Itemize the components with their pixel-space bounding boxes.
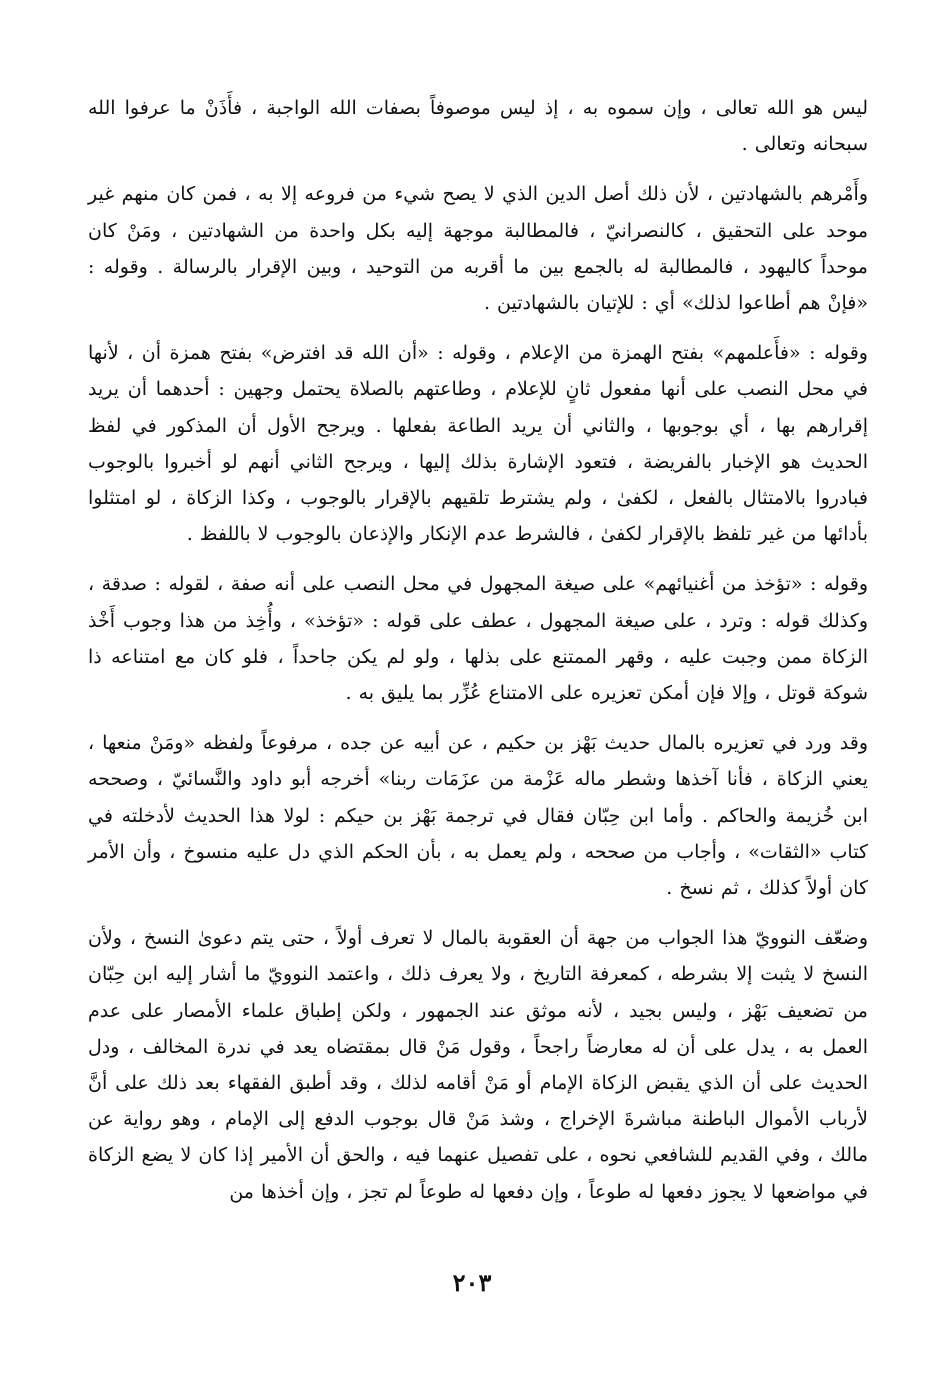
paragraph-5: وقد ورد في تعزيره بالمال حديث بَهْز بن حكيم ، عن أبيه عن جده ، مرفوعاً ولفظه «ومَنْ منعها ، يعني الزكاة ، فأنا آخذها وشطر ماله عَزْمة من عزَمَات ربنا» أخرجه أبو داود والنَّسائيّ ، وصححه ابن خُزيمة والحاكم . وأما ابن حِبّان فقال في ترجمة بَهْز بن حيكم : لولا هذا الحديث لأدخلته في كتاب «الثقات» ، وأجاب من صححه ، ولم يعمل به ، بأن الحكم الذي دل عليه منسوخ ، وأن الأمر كان أولاً كذلك ، ثم نسخ .	[88, 732, 868, 900]
paragraph-1: ليس هو الله تعالى ، وإن سموه به ، إذ ليس موصوفاً بصفات الله الواجبة ، فأَذَنْ ما عرفوا الله سبحانه وتعالى .	[88, 97, 868, 156]
paragraph-3: وقوله : «فأَعلمهم» بفتح الهمزة من الإعلام ، وقوله : «أن الله قد افترض» بفتح همزة أن ، لأنها في محل النصب على أنها مفعول ثانٍ للإعلام ، وطاعتهم بالصلاة يحتمل وجهين : أحدهما أن يريد إقرارهم بها ، أي بوجوبها ، والثاني أن يريد الطاعة بفعلها . ويرجح الأول أن المذكور في لفظ الحديث هو الإخبار بالفريضة ، فتعود الإشارة بذلك إليها ، ويرجح الثاني أنهم لو أخبروا بالوجوب فبادروا بالامتثال بالفعل ، لكفىٰ ، ولم يشترط تلقيهم بالإقرار بالوجوب ، وكذا الزكاة ، لو امتثلوا بأدائها من غير تلفظ بالإقرار لكفىٰ ، فالشرط عدم الإنكار والإذعان بالوجوب لا باللفظ .	[88, 342, 868, 546]
paragraph-4: وقوله : «تؤخذ من أغنيائهم» على صيغة المجهول في محل النصب على أنه صفة ، لقوله : صدقة ، وكذلك قوله : وترد ، على صيغة المجهول ، عطف على قوله : «تؤخذ» ، وأُخِذ من هذا وجوب أَخْذ الزكاة ممن وجبت عليه ، وقهر الممتنع على بذلها ، ولو لم يكن جاحداً ، فلو كان مع امتناعه ذا شوكة قوتل ، وإلا فإن أمكن تعزيره على الامتناع عُزِّر بما يليق به .	[88, 573, 868, 705]
page-number: ٢٠٣	[452, 1268, 492, 1297]
page-body	[88, 90, 868, 1224]
paragraph-2: وأَمْرهم بالشهادتين ، لأن ذلك أصل الدين الذي لا يصح شيء من فروعه إلا به ، فمن كان منهم غير موحد على التحقيق ، كالنصرانيّ ، فالمطالبة موجهة إليه بكل واحدة من الشهادتين ، ومَنْ كان موحداً كاليهود ، فالمطالبة له بالجمع بين ما أقربه من التوحيد ، وبين الإقرار بالرسالة . وقوله : «فإنْ هم أطاعوا لذلك» أي : للإتيان بالشهادتين .	[88, 183, 868, 315]
paragraph-6: وضعّف النوويّ هذا الجواب من جهة أن العقوبة بالمال لا تعرف أولاً ، حتى يتم دعوىٰ النسخ ، ولأن النسخ لا يثبت إلا بشرطه ، كمعرفة التاريخ ، ولا يعرف ذلك ، واعتمد النوويّ ما أشار إليه ابن حِبّان من تضعيف بَهْز ، وليس بجيد ، لأنه موثق عند الجمهور ، ولكن إطباق علماء الأمصار على عدم العمل به ، يدل على أن له معارضاً راجحاً ، وقول مَنْ قال بمقتضاه يعد في ندرة المخالف ، ودل الحديث على أن الذي يقبض الزكاة الإمام أو مَنْ أقامه لذلك ، وقد أطبق الفقهاء بعد ذلك على أنَّ لأرباب الأموال الباطنة مباشرةَ الإخراج ، وشذ مَنْ قال بوجوب الدفع إلى الإمام ، وهو رواية عن مالك ، وفي القديم للشافعي نحوه ، على تفصيل عنهما فيه ، والحق أن الأمير إذا كان لا يضع الزكاة في مواضعها لا يجوز دفعها له طوعاً ، وإن دفعها له طوعاً لم تجز ، وإن أخذها من	[88, 927, 868, 1203]
